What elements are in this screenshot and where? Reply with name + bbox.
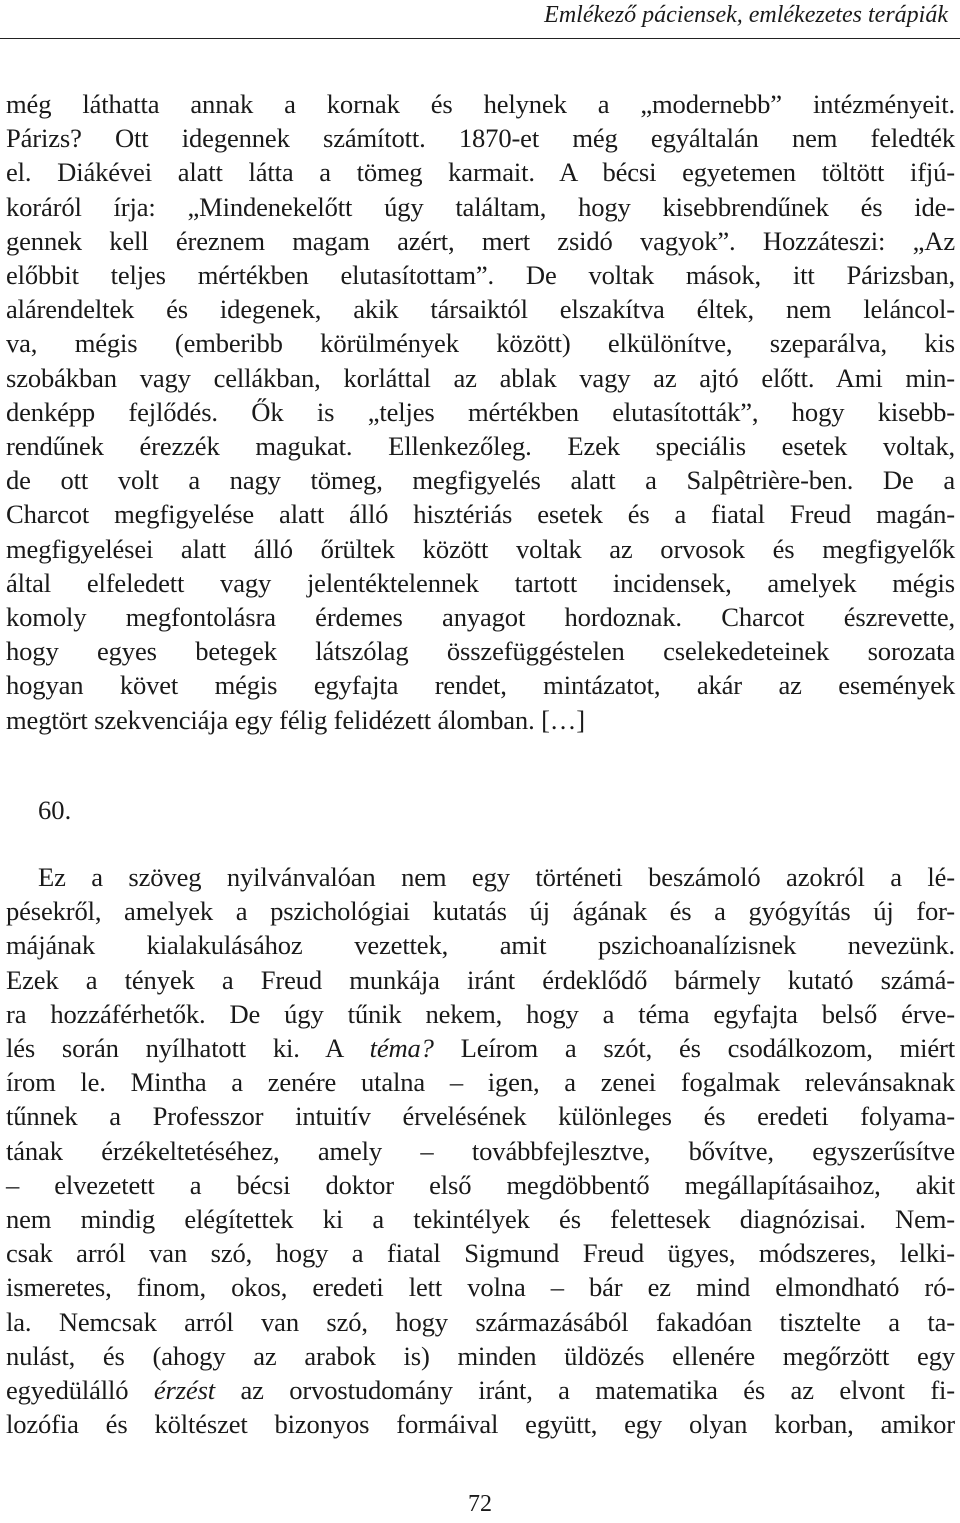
text-line: pésekről, amelyek a pszichológiai kutatás új ágának és a gyógyítás új for- bbox=[6, 896, 955, 927]
text-line: gennek kell éreznem magam azért, mert zsidó vagyok”. Hozzáteszi: „Az bbox=[6, 225, 955, 256]
text-line: megtört szekvenciája egy félig felidézett álomban. […] bbox=[6, 704, 585, 735]
text-line: írom le. Mintha a zenére utalna – igen, a zenei fogalmak relevánsaknak bbox=[6, 1067, 955, 1098]
text-line: tűnnek a Professzor intuitív érvelésének különleges és eredeti folyama- bbox=[6, 1101, 955, 1132]
running-header bbox=[0, 0, 952, 37]
text-line bbox=[6, 1373, 955, 1407]
text-run: az orvostudomány iránt, a matematika és az elvont fi- bbox=[215, 1375, 955, 1406]
text-line: rendűnek érezzék magukat. Ellenkezőleg. Ezek speciális esetek voltak, bbox=[6, 431, 955, 462]
running-title: Emlékező páciensek, emlékezetes terápiák bbox=[544, 2, 948, 28]
text-line: még láthatta annak a kornak és helynek a „modernebb” intézményeit. bbox=[6, 89, 955, 119]
text-line: el. Diákévei alatt látta a tömeg karmait. A bécsi egyetemen töltött ifjú- bbox=[6, 157, 955, 188]
paragraph-continued bbox=[6, 87, 955, 737]
text-line: Párizs? Ott idegennek számított. 1870-et még egyáltalán nem feledték bbox=[6, 123, 955, 154]
text-line: nem mindig elégítettek ki a tekintélyek és felettesek diagnózisai. Nem- bbox=[6, 1204, 955, 1235]
page-number: 72 bbox=[468, 1491, 492, 1517]
text-line: hogy egyes betegek látszólag összefüggéstelen cselekedeteinek sorozata bbox=[6, 636, 955, 667]
header-rule bbox=[0, 38, 960, 39]
text-line: lozófia és költészet bizonyos formáival együtt, egy olyan korban, amikor bbox=[6, 1409, 955, 1440]
text-line: májának kialakulásához vezettek, amit pszichoanalízisnek nevezünk. bbox=[6, 930, 955, 961]
text-line: ra hozzáférhetők. De úgy tűnik nekem, hogy a téma egyfajta belső érve- bbox=[6, 998, 955, 1029]
italic-word: érzést bbox=[153, 1375, 216, 1406]
text-line: szobákban vagy cellákban, korláttal az ablak vagy az ajtó előtt. Ami min- bbox=[6, 362, 955, 393]
text-line: koráról írja: „Mindenekelőtt úgy találtam, hogy kisebbrendűnek és ide- bbox=[6, 191, 955, 222]
text-run: egyedülálló bbox=[6, 1375, 154, 1406]
section-number: 60. bbox=[38, 795, 72, 825]
text-run: Leírom a szót, és csodálkozom, miért bbox=[433, 1033, 956, 1064]
text-line: denképp fejlődés. Ők is „teljes mértékben elutasították”, hogy kisebb- bbox=[6, 396, 955, 427]
text-line: nulást, és (ahogy az arabok is) minden üldözés ellenére megőrzött egy bbox=[6, 1340, 955, 1371]
text-line: Ezek a tények a Freud munkája iránt érdeklődő bármely kutató számá- bbox=[6, 964, 955, 995]
text-line: tának érzékeltetéséhez, amely – továbbfejlesztve, bővítve, egyszerűsítve bbox=[6, 1135, 955, 1166]
text-line: csak arról van szó, hogy a fiatal Sigmund Freud ügyes, módszeres, lelki- bbox=[6, 1238, 955, 1269]
text-line: de ott volt a nagy tömeg, megfigyelés alatt a Salpêtrière-ben. De a bbox=[6, 465, 955, 496]
text-line: Ez a szöveg nyilvánvalóan nem egy történeti beszámoló azokról a lé- bbox=[38, 862, 955, 892]
text-line: la. Nemcsak arról van szó, hogy származásából fakadóan tisztelte a ta- bbox=[6, 1306, 955, 1337]
text-line: által elfeledett vagy jelentéktelennek tartott incidensek, amelyek mégis bbox=[6, 567, 955, 598]
text-line: komoly megfontolásra érdemes anyagot hordoznak. Charcot észrevette, bbox=[6, 602, 955, 633]
text-line: alárendeltek és idegenek, akik társaiktól elszakítva éltek, nem leláncol- bbox=[6, 294, 955, 325]
text-line: ismeretes, finom, okos, eredeti lett volna – bár ez mind elmondható ró- bbox=[6, 1272, 955, 1303]
text-line: előbbit teljes mértékben elutasítottam”. De voltak mások, itt Párizsban, bbox=[6, 260, 955, 291]
text-line: va, mégis (emberibb körülmények között) elkülönítve, szeparálva, kis bbox=[6, 328, 955, 359]
text-line: hogyan követ mégis egyfajta rendet, mintázatot, akár az események bbox=[6, 670, 955, 701]
text-line: Charcot megfigyelése alatt álló hisztériás esetek és a fiatal Freud magán- bbox=[6, 499, 955, 530]
text-line bbox=[6, 1031, 955, 1065]
text-line: megfigyelései alatt álló őrültek között voltak az orvosok és megfigyelők bbox=[6, 533, 955, 564]
italic-word: téma? bbox=[369, 1033, 434, 1064]
paragraph-section-60 bbox=[6, 860, 955, 1441]
text-run: lés során nyílhatott ki. A bbox=[6, 1033, 370, 1064]
text-line: – elvezetett a bécsi doktor első megdöbbentő megállapításaihoz, akit bbox=[6, 1169, 955, 1200]
